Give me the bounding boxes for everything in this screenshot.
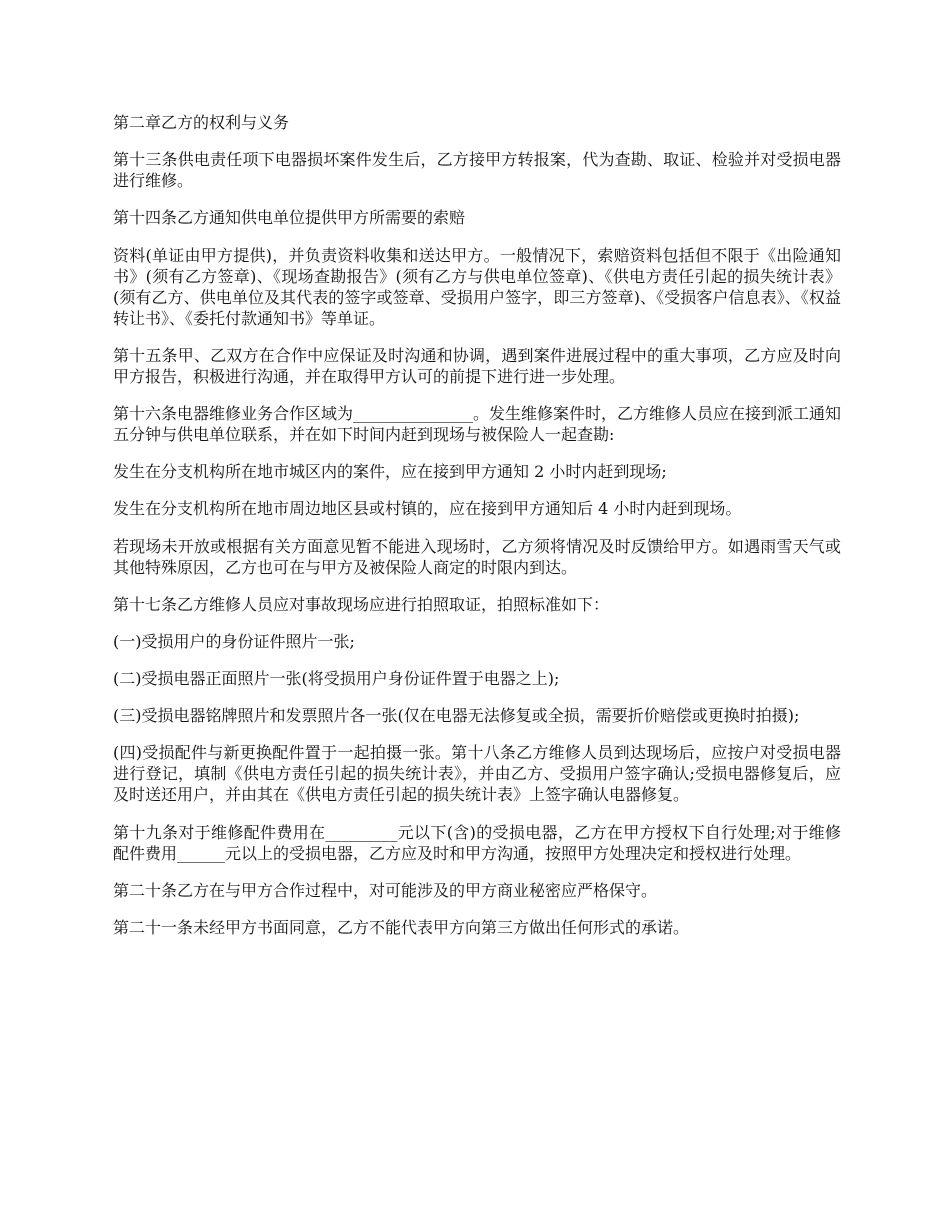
article-17-item-4-and-article-18: (四)受损配件与新更换配件置于一起拍摄一张。第十八条乙方维修人员到达现场后，应按户对受损电器进行登记，填制《供电方责任引起的损失统计表》，并由乙方、受损用户签字确认;受损电器修复后，应及时送还用户，并由其在《供电方责任引起的损失统计表》上签字确认电器修复。 (113, 743, 841, 805)
article-13: 第十三条供电责任项下电器损坏案件发生后，乙方接甲方转报案，代为查勘、取证、检验并对受损电器进行维修。 (113, 150, 841, 191)
article-16-exception: 若现场未开放或根据有关方面意见暂不能进入现场时，乙方须将情况及时反馈给甲方。如遇雨雪天气或其他特殊原因，乙方也可在与甲方及被保险人商定的时限内到达。 (113, 536, 841, 577)
article-19: 第十九条对于维修配件费用在_________元以下(含)的受损电器，乙方在甲方授权下自行处理;对于维修配件费用______元以上的受损电器，乙方应及时和甲方沟通，按照甲方处理决定和授权进行处理。 (113, 822, 841, 863)
article-17-item-2: (二)受损电器正面照片一张(将受损用户身份证件置于电器之上); (113, 669, 560, 689)
article-16-rural: 发生在分支机构所在地市周边地区县或村镇的，应在接到甲方通知后 4 小时内赶到现场。 (113, 499, 742, 519)
article-15: 第十五条甲、乙双方在合作中应保证及时沟通和协调，遇到案件进展过程中的重大事项，乙方应及时向甲方报告，积极进行沟通，并在取得甲方认可的前提下进行进一步处理。 (113, 345, 841, 386)
article-17: 第十七条乙方维修人员应对事故现场应进行拍照取证，拍照标准如下： (113, 594, 610, 614)
article-14: 第十四条乙方通知供电单位提供甲方所需要的索赔 (113, 208, 466, 228)
document-body (113, 112, 841, 954)
chapter-heading: 第二章乙方的权利与义务 (113, 113, 290, 132)
article-20: 第二十条乙方在与甲方合作过程中，对可能涉及的甲方商业秘密应严格保守。 (113, 880, 658, 900)
article-16-urban: 发生在分支机构所在地市城区内的案件，应在接到甲方通知 2 小时内赶到现场; (113, 462, 667, 482)
article-16: 第十六条电器维修业务合作区域为_______________。发生维修案件时，乙方维修人员应在接到派工通知五分钟与供电单位联系，并在如下时间内赶到现场与被保险人一起查勘: (113, 403, 842, 444)
article-17-item-3: (三)受损电器铭牌照片和发票照片各一张(仅在电器无法修复或全损，需要折价赔偿或更换时拍摄); (113, 706, 800, 726)
article-17-item-1: (一)受损用户的身份证件照片一张; (113, 631, 355, 651)
article-14-materials: 资料(单证由甲方提供)，并负责资料收集和送达甲方。一般情况下，索赔资料包括但不限于《出险通知书》(须有乙方签章)、《现场查勘报告》(须有乙方与供电单位签章)、《供电方责任引起的损失统计表》(须有乙方、供电单位及其代表的签字或签章、受损用户签字，即三方签章)、《受损客户信息表》、《权益转让书》、《委托付款通知书》等单证。 (113, 245, 841, 328)
article-21: 第二十一条未经甲方书面同意，乙方不能代表甲方向第三方做出任何形式的承诺。 (113, 918, 690, 937)
